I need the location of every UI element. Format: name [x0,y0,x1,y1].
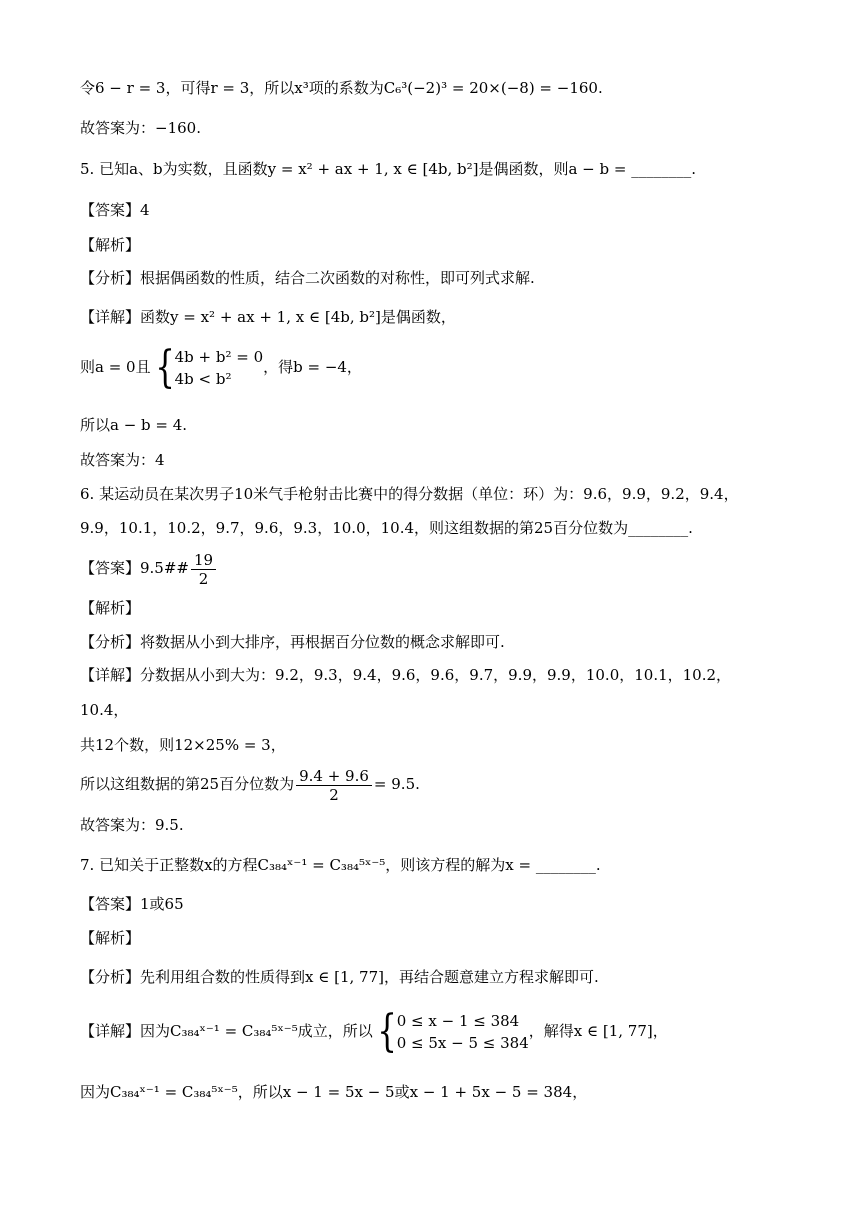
fraction-numerator: 9.4 + 9.6 [296,767,372,786]
q5-condition-line [80,342,828,393]
q6-pct-prefix: 所以这组数据的第25百分位数为 [80,775,295,793]
q6-percentile-line [80,762,828,806]
q5-cond-suffix: ，得b = −4， [263,358,362,376]
q5-stem: 5. 已知a、b为实数，且函数y = x² + ax + 1, x ∈ [4b, b²]是偶函数，则a − b = ________. [80,160,696,178]
q5-fenxi: 【分析】根据偶函数的性质，结合二次函数的对称性，即可列式求解. [80,269,535,287]
q7-answer: 【答案】1或65 [80,895,184,913]
q6-answer-prefix: 【答案】9.5## [80,559,189,577]
q4-final-answer: 故答案为：−160. [80,119,201,137]
q7-stem: 7. 已知关于正整数x的方程C₃₈₄ˣ⁻¹ = C₃₈₄⁵ˣ⁻⁵，则该方程的解为x = ________. [80,856,601,874]
q7-xj-prefix: 【详解】因为C₃₈₄ˣ⁻¹ = C₃₈₄⁵ˣ⁻⁵成立，所以 [80,1022,373,1040]
q7-xj-eq1: 0 ≤ x − 1 ≤ 384 [396,1012,520,1030]
q5-cond-eq2: 4b < b² [174,370,232,388]
left-brace-icon: { [154,342,175,393]
fraction-numerator: 19 [191,551,216,570]
q4-solution-line: 令6 − r = 3，可得r = 3，所以x³项的系数为C₆³(−2)³ = 20×(−8) = −160. [80,79,603,97]
q6-pct-suffix: = 9.5. [373,775,420,793]
q5-jiexi-heading: 【解析】 [80,236,141,254]
fraction-denominator: 2 [198,569,209,588]
fraction-denominator: 2 [329,785,339,804]
q6-stem-line1: 6. 某运动员在某次男子10米气手枪射击比赛中的得分数据（单位：环）为：9.6，9.9，9.2，9.4， [80,485,739,503]
q6-final-answer: 故答案为：9.5. [80,816,184,834]
q6-answer [80,546,828,590]
q6-xiangjie-line2: 10.4， [80,701,129,719]
left-brace-icon: { [376,1006,397,1057]
q5-answer: 【答案】4 [80,201,150,219]
q6-answer-fraction [191,551,216,588]
q6-stem-line2: 9.9，10.1，10.2，9.7，9.6，9.3，10.0，10.4，则这组数据的第25百分位数为________. [80,519,693,537]
q6-pct-fraction [296,767,372,804]
q7-xj-eq2: 0 ≤ 5x − 5 ≤ 384 [396,1034,529,1052]
q6-count-line: 共12个数，则12×25% = 3， [80,736,286,754]
q5-xiangjie: 【详解】函数y = x² + ax + 1, x ∈ [4b, b²]是偶函数， [80,308,456,326]
q7-fenxi: 【分析】先利用组合数的性质得到x ∈ [1, 77]，再结合题意建立方程求解即可. [80,968,599,986]
q5-final-answer: 故答案为：4 [80,451,165,469]
q7-jiexi-heading: 【解析】 [80,929,141,947]
q7-xj-suffix: ，解得x ∈ [1, 77]， [528,1022,668,1040]
q6-fenxi: 【分析】将数据从小到大排序，再根据百分位数的概念求解即可. [80,633,505,651]
q6-xiangjie-line1: 【详解】分数据从小到大为：9.2，9.3，9.4，9.6，9.6，9.7，9.9，9.9，10.0，10.1，10.2， [80,666,732,684]
q7-equation-system [397,1010,529,1054]
q7-last-line: 因为C₃₈₄ˣ⁻¹ = C₃₈₄⁵ˣ⁻⁵，所以x − 1 = 5x − 5或x − 1 + 5x − 5 = 384， [80,1083,588,1101]
q5-so-line: 所以a − b = 4. [80,416,188,434]
q5-cond-eq1: 4b + b² = 0 [174,348,264,366]
q7-xiangjie-line [80,1006,828,1057]
q5-equation-system [175,346,264,390]
q6-jiexi-heading: 【解析】 [80,599,141,617]
q5-cond-prefix: 则a = 0且 [80,358,151,376]
